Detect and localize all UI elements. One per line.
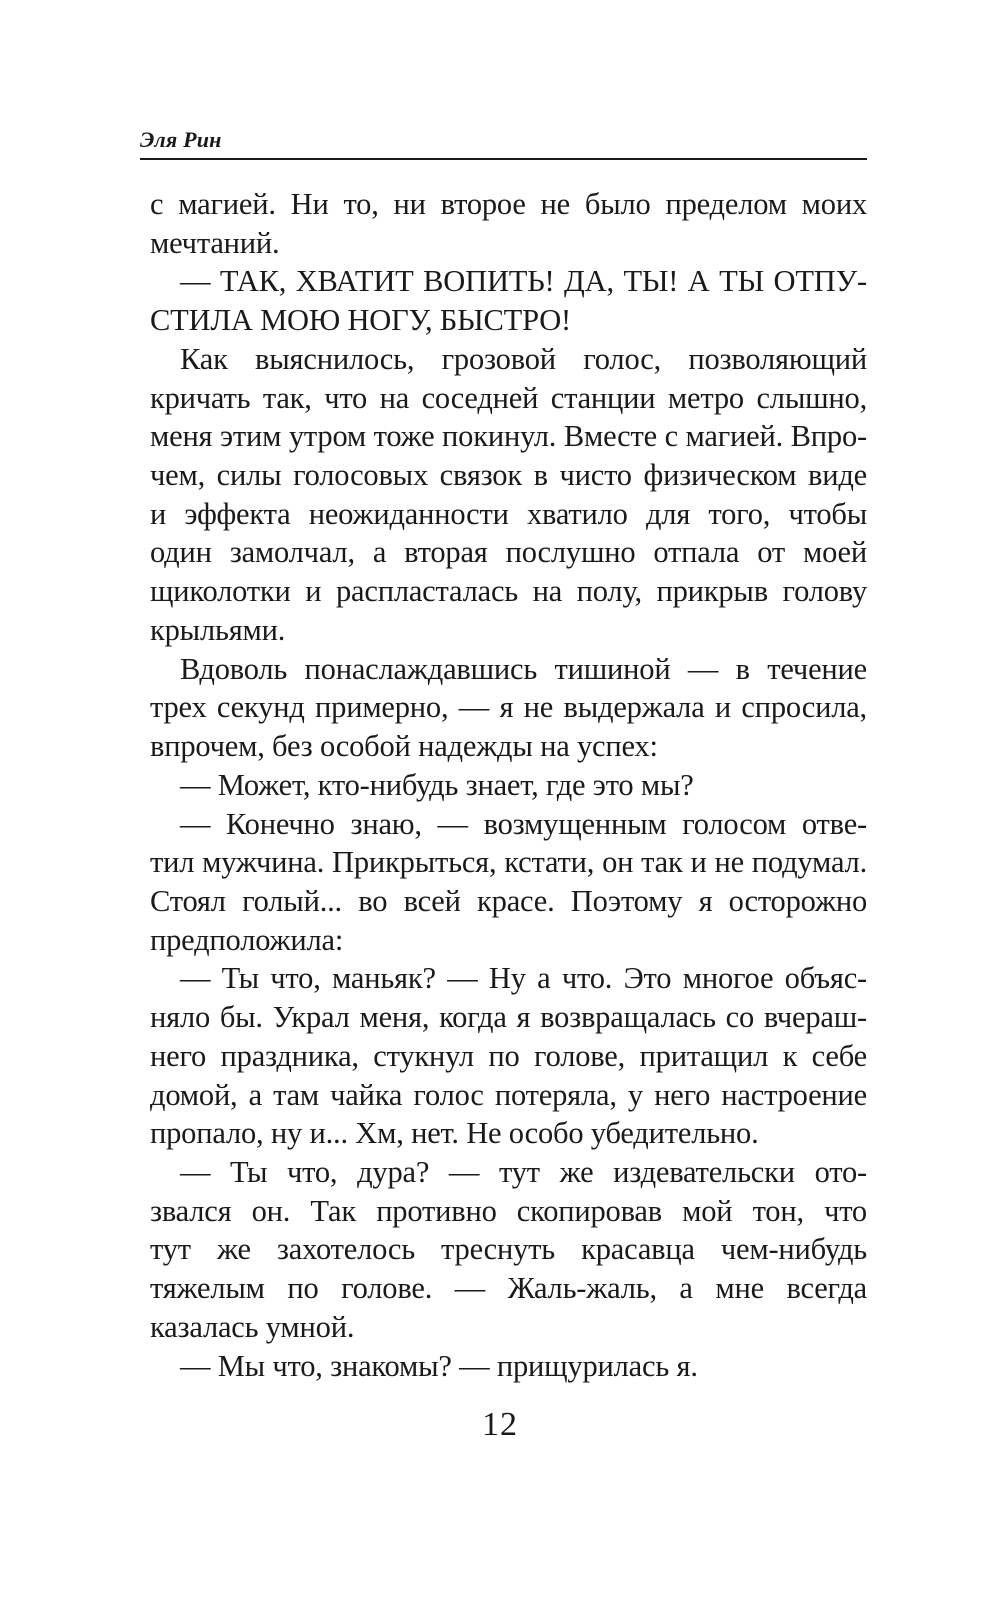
page-number: 12 [482,1406,518,1443]
text-line: казалась умной. [150,1309,355,1344]
body-text [150,185,867,1385]
text-line: кричать так, что на соседней станции метро слышно, [150,380,867,415]
text-line: — Может, кто-нибудь знает, где это мы? [180,767,694,802]
text-line: няло бы. Украл меня, когда я возвращалась со вчераш- [150,1000,867,1035]
text-line: Вдоволь понаслаждавшись тишиной — в течение [180,651,867,686]
text-line: чем, силы голосовых связок в чисто физическом виде [150,458,867,493]
text-line: Стоял голый... во всей красе. Поэтому я осторожно [150,883,867,918]
text-line: него праздника, стукнул по голове, притащил к себе [150,1038,867,1073]
text-line: впрочем, без особой надежды на успех: [150,729,658,764]
text-line: СТИЛА МОЮ НОГУ, БЫСТРО! [150,303,572,338]
text-line: крыльями. [150,612,286,647]
text-line: трех секунд примерно, — я не выдержала и спросила, [150,690,867,725]
text-line: домой, а там чайка голос потеряла, у него настроение [150,1077,867,1112]
text-line: предположила: [150,922,344,957]
text-line: звался он. Так противно скопировав мой тон, что [150,1193,867,1228]
text-line: — ТАК, ХВАТИТ ВОПИТЬ! ДА, ТЫ! А ТЫ ОТПУ- [180,264,867,299]
text-line: один замолчал, а вторая послушно отпала от моей [150,535,867,570]
text-line: с магией. Ни то, ни второе не было пределом моих [150,187,867,221]
text-line: — Ты что, дура? — тут же издевательски ото- [180,1154,867,1189]
text-line: тяжелым по голове. — Жаль-жаль, а мне всегда [150,1271,867,1306]
text-line: меня этим утром тоже покинул. Вместе с магией. Впро- [150,419,867,454]
text-line: пропало, ну и... Хм, нет. Не особо убедительно. [150,1116,759,1151]
text-line: тил мужчина. Прикрыться, кстати, он так и не подумал. [150,845,867,880]
text-line: мечтаний. [150,225,280,260]
text-line: и эффекта неожиданности хватило для того, чтобы [150,496,867,531]
text-line: тут же захотелось треснуть красавца чем-нибудь [150,1232,867,1267]
text-line: — Конечно знаю, — возмущенным голосом отве- [180,806,867,841]
header-rule [140,158,867,160]
text-line: — Мы что, знакомы? — прищурилась я. [180,1348,698,1383]
text-line: — Ты что, маньяк? — Ну а что. Это многое объяс- [180,961,867,996]
text-line: щиколотки и распласталась на полу, прикрыв голову [150,574,867,609]
running-head-author: Эля Рин [140,127,222,152]
text-line: Как выяснилось, грозовой голос, позволяющий [180,341,867,376]
